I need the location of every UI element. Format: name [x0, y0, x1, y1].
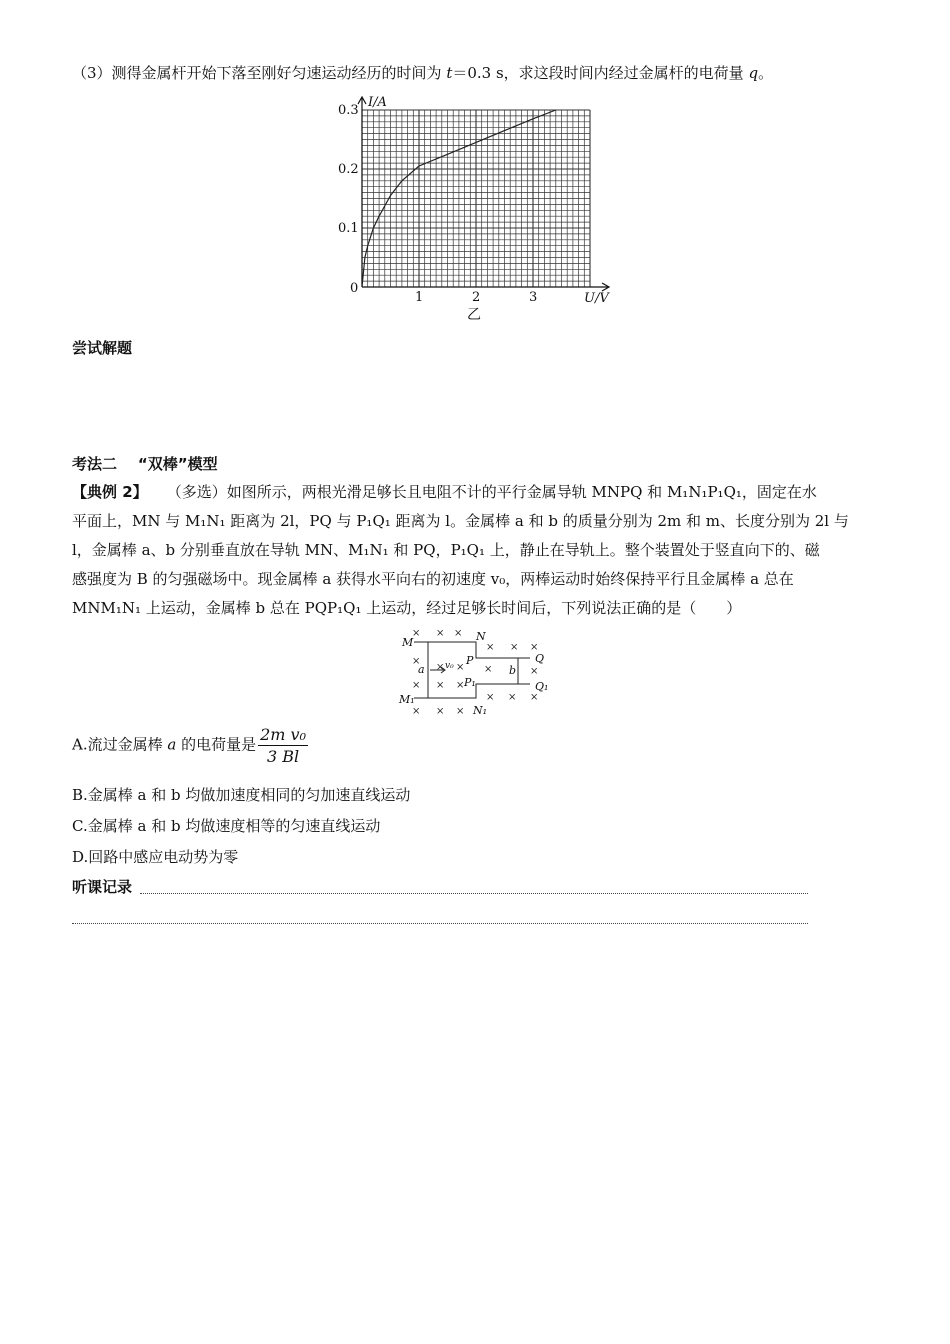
question-3-text-b: ＝0.3 s，求这段时间内经过金属杆的电荷量	[452, 64, 749, 82]
time-var: t	[446, 64, 453, 82]
field-cross: ×	[436, 628, 445, 639]
method-title: 考法二	[72, 455, 118, 473]
label-Q: Q	[535, 652, 545, 665]
label-P: P	[466, 654, 474, 667]
field-cross: ×	[530, 666, 539, 677]
option-a-var: a	[167, 735, 177, 754]
method-name: “双棒”模型	[137, 455, 218, 473]
x-tick-label: 1	[415, 290, 424, 305]
graph-caption: 乙	[467, 307, 481, 323]
notes-title: 听课记录	[72, 878, 133, 896]
field-cross: ×	[436, 680, 445, 691]
graph-axes	[358, 97, 609, 291]
option-a[interactable]	[72, 725, 308, 766]
label-M: M	[402, 636, 414, 649]
field-cross: ×	[530, 642, 539, 653]
option-a-prefix: A.流过金属棒	[72, 735, 168, 754]
field-cross: ×	[486, 642, 495, 653]
notes-line-2[interactable]	[72, 923, 808, 924]
label-a: a	[418, 663, 425, 676]
y-tick-label: 0.2	[338, 162, 359, 177]
charge-var: q	[748, 64, 759, 82]
field-cross: ×	[412, 680, 421, 691]
iu-graph	[332, 94, 622, 324]
rails-diagram	[396, 628, 556, 720]
field-cross: ×	[486, 692, 495, 703]
field-cross: ×	[510, 642, 519, 653]
question-3	[72, 62, 773, 83]
x-tick-label: 3	[529, 290, 538, 305]
label-N: N	[476, 630, 486, 643]
field-cross: ×	[412, 628, 421, 639]
example-line-4: 感强度为 B 的匀强磁场中。现金属棒 a 获得水平向右的初速度 v₀，两棒运动时始终保持平行且金属棒 a 总在	[72, 570, 794, 588]
method-heading	[72, 453, 218, 474]
field-cross: ×	[456, 680, 465, 691]
multi-select-tag: （多选）	[166, 483, 227, 501]
y-axis-label: I/A	[368, 95, 387, 110]
label-M1: M₁	[399, 693, 415, 706]
y-tick-label: 0.3	[338, 103, 359, 118]
field-cross: ×	[412, 656, 421, 667]
label-Q1: Q₁	[535, 680, 549, 693]
field-cross: ×	[456, 706, 465, 717]
charge-fraction	[258, 725, 308, 766]
try-solving-title: 尝试解题	[72, 339, 133, 357]
example-2	[72, 478, 872, 623]
question-3-text-a: 测得金属杆开始下落至刚好匀速运动经历的时间为	[111, 64, 447, 82]
example-line-1: 如图所示，两根光滑足够长且电阻不计的平行金属导轨 MNPQ 和 M₁N₁P₁Q₁，固定在水	[226, 483, 817, 501]
field-cross: ×	[508, 692, 517, 703]
label-v0: v₀	[445, 661, 454, 671]
option-a-mid: 的电荷量是	[176, 735, 257, 754]
origin-label: 0	[350, 281, 359, 296]
label-b: b	[509, 664, 517, 677]
field-cross: ×	[456, 662, 465, 673]
y-tick-label: 0.1	[338, 221, 359, 236]
option-d[interactable]: D.回路中感应电动势为零	[72, 848, 239, 866]
fraction-denominator: 3 Bl	[266, 747, 300, 766]
example-line-5: MNM₁N₁ 上运动，金属棒 b 总在 PQP₁Q₁ 上运动，经过足够长时间后，下列说法正确的是（ ）	[72, 599, 742, 617]
field-cross: ×	[530, 692, 539, 703]
field-cross: ×	[436, 706, 445, 717]
label-N1: N₁	[473, 704, 488, 717]
question-3-label: （3）	[72, 64, 112, 82]
fraction-numerator: 2m v₀	[260, 725, 306, 744]
example-line-2: 平面上，MN 与 M₁N₁ 距离为 2l，PQ 与 P₁Q₁ 距离为 l。金属棒 a 和 b 的质量分别为 2m 和 m、长度分别为 2l 与	[72, 512, 849, 530]
example-tag: 【典例 2】	[72, 483, 148, 501]
graph-grid	[362, 110, 590, 287]
option-c[interactable]: C.金属棒 a 和 b 均做速度相等的匀速直线运动	[72, 817, 381, 835]
example-line-3: l，金属棒 a、b 分别垂直放在导轨 MN、M₁N₁ 和 PQ，P₁Q₁ 上，静止在导轨上。整个装置处于竖直向下的、磁	[72, 541, 820, 559]
notes-line-1[interactable]	[140, 893, 808, 894]
question-3-text-c: 。	[758, 64, 774, 82]
field-cross: ×	[412, 706, 421, 717]
x-tick-label: 2	[472, 290, 481, 305]
field-cross: ×	[436, 662, 445, 673]
x-axis-label: U/V	[584, 291, 609, 306]
field-cross: ×	[454, 628, 463, 639]
option-b[interactable]: B.金属棒 a 和 b 均做加速度相同的匀加速直线运动	[72, 786, 411, 804]
field-cross: ×	[484, 664, 493, 675]
label-P1: P₁	[464, 676, 476, 689]
